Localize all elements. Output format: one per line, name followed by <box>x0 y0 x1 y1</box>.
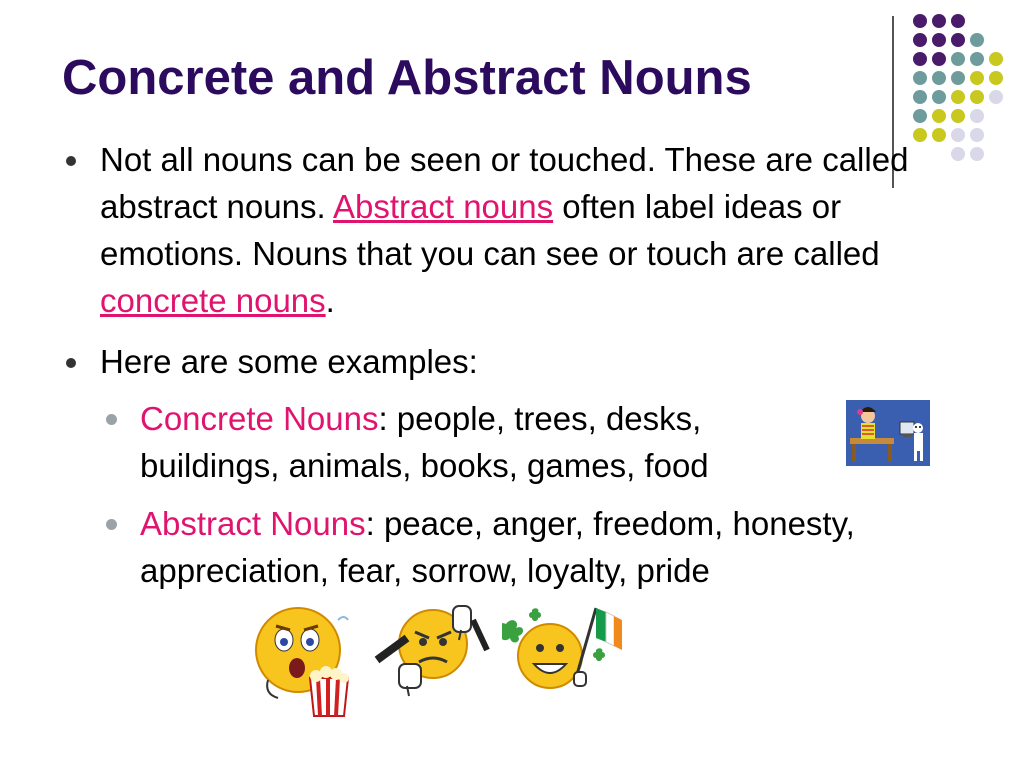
scared-popcorn-emoji <box>248 600 358 720</box>
subbullet-abstract-nouns <box>140 500 900 594</box>
kids-at-desk-clipart <box>846 400 930 466</box>
bullet-abstract-definition <box>100 136 970 324</box>
happy-irish-flag-emoji <box>502 602 626 694</box>
bullet-examples-intro <box>100 338 970 385</box>
bullet-text: Here are some examples: <box>100 343 478 380</box>
concrete-nouns-examples: : people, trees, desks, buildings, animals, books, games, food <box>140 400 709 484</box>
concrete-nouns-label: Concrete Nouns <box>140 400 379 437</box>
bullet-marker <box>66 358 76 368</box>
subbullet-concrete-nouns <box>140 395 840 489</box>
bullet-text: often label ideas or emotions. Nouns that you can see or touch are called <box>100 188 880 272</box>
bullet-text: Not all nouns can be seen or touched. These are called abstract nouns. <box>100 141 909 225</box>
abstract-nouns-examples: : peace, anger, freedom, honesty, appreciation, fear, sorrow, loyalty, pride <box>140 505 855 589</box>
abstract-nouns-label: Abstract Nouns <box>140 505 366 542</box>
concrete-nouns-link[interactable]: concrete nouns <box>100 282 326 319</box>
bullet-text: . <box>325 282 335 319</box>
subbullet-marker <box>106 414 117 425</box>
subbullet-marker <box>106 519 117 530</box>
slide-title: Concrete and Abstract Nouns <box>62 51 752 105</box>
abstract-nouns-link[interactable]: Abstract nouns <box>332 188 554 225</box>
angry-thumbs-down-emoji <box>373 600 493 700</box>
bullet-marker <box>66 156 76 166</box>
